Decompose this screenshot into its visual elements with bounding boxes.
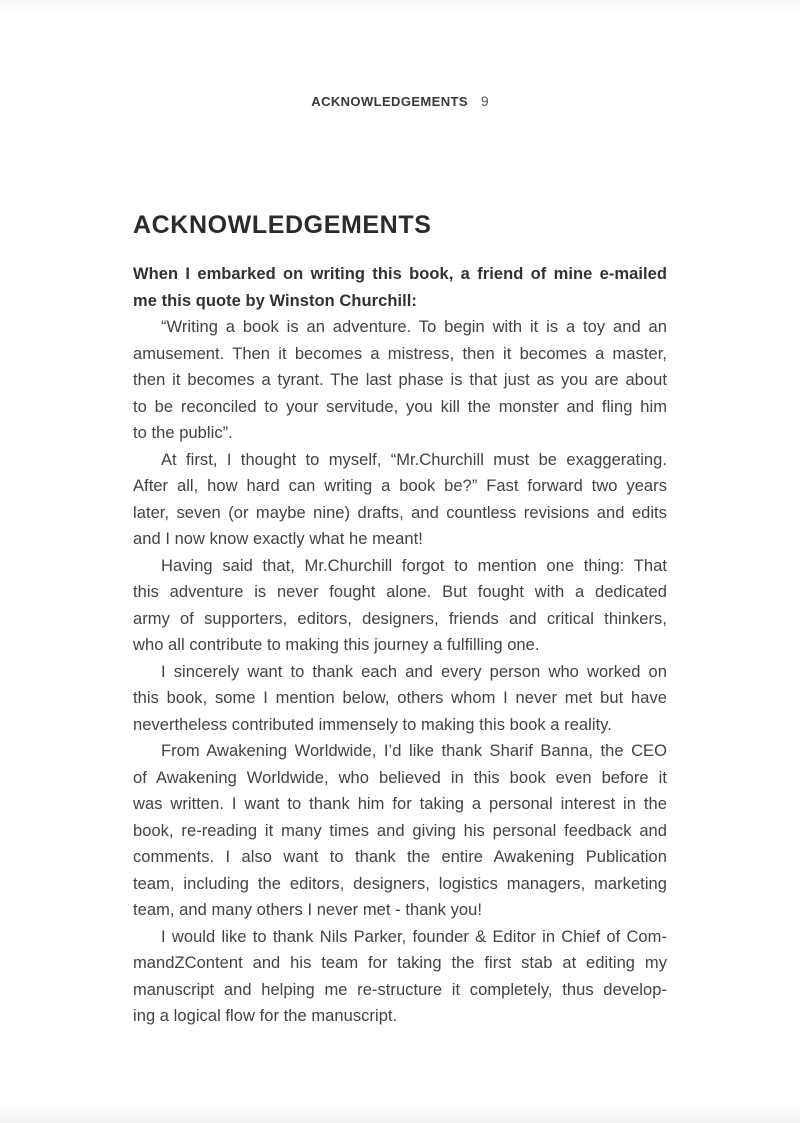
text-line: this adventure is never fought alone. But fought with a dedicated bbox=[133, 583, 667, 601]
text-line: team, including the editors, designers, logistics managers, marketing bbox=[133, 874, 667, 893]
body-text bbox=[133, 261, 667, 1030]
text-line: then it becomes a tyrant. The last phase is that just as you are about bbox=[133, 371, 667, 389]
text-line: who all contribute to making this journey a fulfilling one. bbox=[133, 636, 540, 654]
text-line: and I now know exactly what he meant! bbox=[133, 530, 423, 548]
page-number: 9 bbox=[480, 93, 489, 109]
text-line: to be reconciled to your servitude, you kill the monster and fling him bbox=[133, 397, 667, 416]
text-line: to the public”. bbox=[133, 424, 233, 442]
text-line: manuscript and helping me re-structure it completely, thus develop- bbox=[133, 980, 667, 999]
text-line: later, seven (or maybe nine) drafts, and countless revisions and edits bbox=[133, 503, 667, 522]
text-line: nevertheless contributed immensely to making this book a reality. bbox=[133, 715, 612, 734]
text-line: Having said that, Mr.Churchill forgot to mention one thing: That bbox=[161, 556, 667, 575]
text-line: After all, how hard can writing a book be?” Fast forward two years bbox=[133, 477, 667, 495]
text-line: I sincerely want to thank each and every person who worked on bbox=[161, 662, 667, 681]
text-line: When I embarked on writing this book, a friend of mine e-mailed bbox=[133, 265, 667, 283]
paragraph-sincere-thanks bbox=[133, 659, 667, 739]
chapter-title: ACKNOWLEDGEMENTS bbox=[133, 211, 432, 239]
text-line: comments. I also want to thank the entire Awakening Publication bbox=[133, 848, 667, 866]
paragraph-at-first bbox=[133, 447, 667, 553]
paragraph-awakening-worldwide bbox=[133, 738, 667, 924]
text-line: From Awakening Worldwide, I’d like thank Sharif Banna, the CEO bbox=[161, 742, 667, 760]
text-line: of Awakening Worldwide, who believed in this book even before it bbox=[133, 768, 667, 787]
text-line: team, and many others I never met - thank you! bbox=[133, 901, 482, 919]
paragraph-having-said-that bbox=[133, 553, 667, 659]
text-line: At first, I thought to myself, “Mr.Churchill must be exaggerating. bbox=[161, 450, 667, 469]
paragraph-nils-parker bbox=[133, 924, 667, 1030]
text-line: this book, some I mention below, others whom I never met but have bbox=[133, 689, 667, 707]
running-header bbox=[0, 93, 800, 111]
text-line: “Writing a book is an adventure. To begin with it is a toy and an bbox=[161, 318, 667, 336]
running-header-title: ACKNOWLEDGEMENTS bbox=[311, 94, 468, 109]
text-line: army of supporters, editors, designers, friends and critical thinkers, bbox=[133, 609, 667, 628]
text-line: mandZContent and his team for taking the first stab at editing my bbox=[133, 954, 667, 972]
text-line: book, re-reading it many times and giving his personal feedback and bbox=[133, 821, 667, 840]
text-line: ing a logical flow for the manuscript. bbox=[133, 1007, 398, 1025]
text-line: was written. I want to thank him for taking a personal interest in the bbox=[133, 795, 667, 813]
paragraph-churchill-quote bbox=[133, 314, 667, 447]
text-line: amusement. Then it becomes a mistress, then it becomes a master, bbox=[133, 344, 667, 363]
paragraph-intro bbox=[133, 261, 667, 314]
text-line: I would like to thank Nils Parker, founder & Editor in Chief of Com- bbox=[161, 927, 667, 946]
text-line: me this quote by Winston Churchill: bbox=[133, 291, 417, 310]
